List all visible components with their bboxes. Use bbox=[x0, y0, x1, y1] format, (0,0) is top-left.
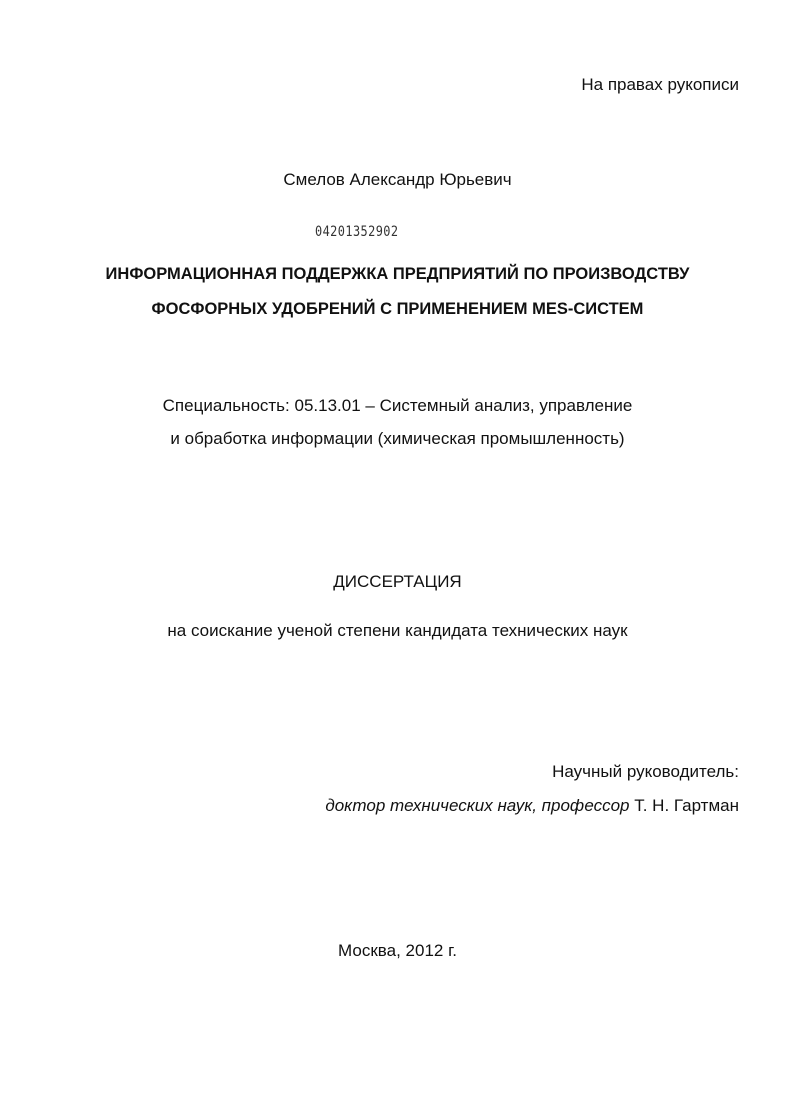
archive-stamp-number: 04201352902 bbox=[315, 224, 399, 240]
specialty-line-2: и обработка информации (химическая промышленность) bbox=[170, 429, 625, 448]
specialty-line-1: Специальность: 05.13.01 – Системный анализ, управление bbox=[162, 396, 633, 415]
supervisor-degree: доктор технических наук, профессор bbox=[325, 796, 630, 815]
thesis-title-line-2: ФОСФОРНЫХ УДОБРЕНИЙ С ПРИМЕНЕНИЕМ MES-СИСТЕМ bbox=[151, 300, 644, 318]
place-and-year: Москва, 2012 г. bbox=[338, 941, 457, 960]
supervisor-info bbox=[325, 796, 739, 816]
thesis-title-line-1: ИНФОРМАЦИОННАЯ ПОДДЕРЖКА ПРЕДПРИЯТИЙ ПО ПРОИЗВОДСТВУ bbox=[105, 265, 690, 283]
rights-note: На правах рукописи bbox=[581, 75, 739, 94]
supervisor-name: Т. Н. Гартман bbox=[629, 796, 739, 815]
author-name: Смелов Александр Юрьевич bbox=[283, 170, 512, 189]
work-type-label: ДИССЕРТАЦИЯ bbox=[333, 572, 462, 591]
supervisor-label: Научный руководитель: bbox=[552, 762, 739, 781]
degree-purpose: на соискание ученой степени кандидата технических наук bbox=[167, 621, 628, 640]
